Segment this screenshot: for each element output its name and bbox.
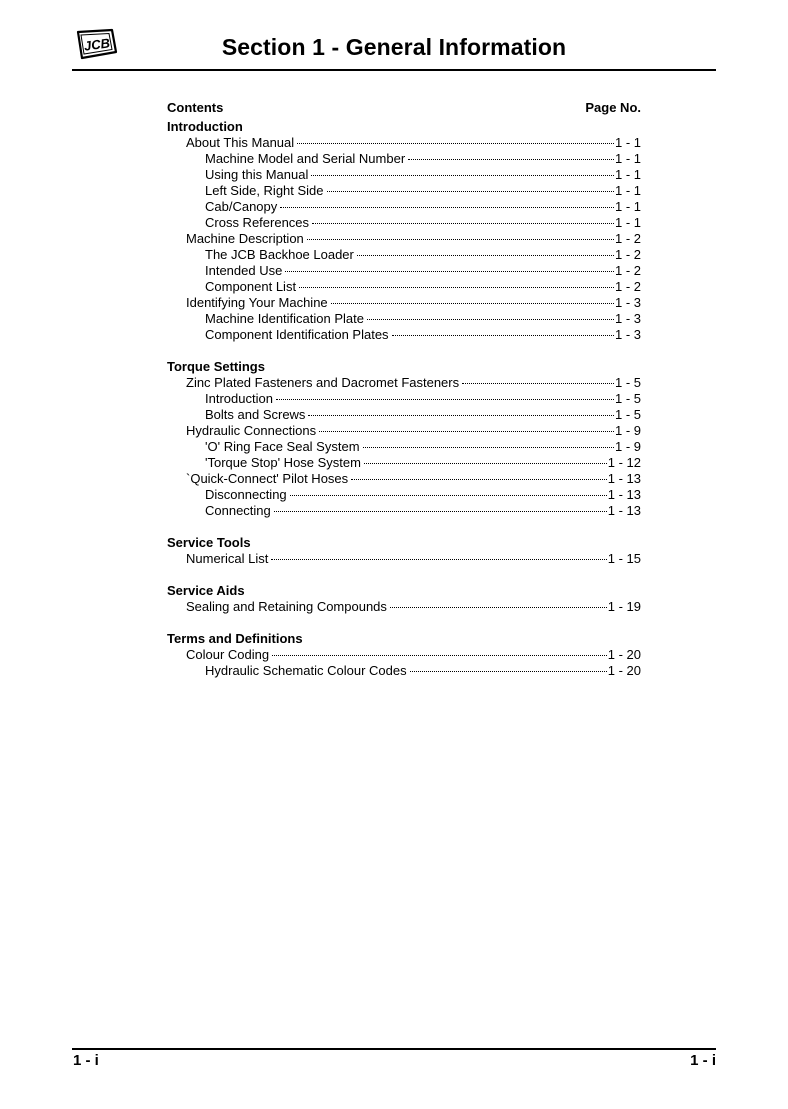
dot-leader	[297, 142, 614, 144]
dot-leader	[308, 414, 614, 416]
toc-entry-page: 1 - 3	[614, 295, 641, 310]
toc-entry-page: 1 - 13	[607, 471, 641, 486]
toc-entry-page: 1 - 2	[614, 263, 641, 278]
dot-leader	[364, 462, 607, 464]
toc-entry-page: 1 - 1	[614, 167, 641, 182]
toc-entry-label: Hydraulic Connections	[186, 423, 317, 438]
toc-entry-label: Bolts and Screws	[205, 407, 306, 422]
toc-section-title[interactable]: Terms and Definitions	[167, 631, 303, 646]
toc-entry[interactable]	[167, 231, 641, 247]
toc-section-title[interactable]: Introduction	[167, 119, 243, 134]
toc-entry-label: Intended Use	[205, 263, 283, 278]
contents-label: Contents	[167, 100, 224, 115]
toc-entry-page: 1 - 1	[614, 183, 641, 198]
toc-entry[interactable]	[167, 407, 641, 423]
toc-entry[interactable]	[167, 279, 641, 295]
toc-section-title[interactable]: Service Tools	[167, 535, 251, 550]
toc-entry-page: 1 - 12	[607, 455, 641, 470]
dot-leader	[280, 206, 614, 208]
toc-section-title[interactable]: Torque Settings	[167, 359, 265, 374]
toc-entry[interactable]	[167, 327, 641, 343]
toc-entry[interactable]	[167, 263, 641, 279]
toc-entry-page: 1 - 15	[607, 551, 641, 566]
toc-entry-page: 1 - 13	[607, 503, 641, 518]
header-rule	[72, 69, 716, 71]
dot-leader	[312, 222, 614, 224]
toc-section	[167, 631, 641, 679]
dot-leader	[331, 302, 614, 304]
toc-entry[interactable]	[167, 183, 641, 199]
toc-entry[interactable]	[167, 599, 641, 615]
toc-entry-page: 1 - 9	[614, 423, 641, 438]
toc-entry[interactable]	[167, 135, 641, 151]
toc-entry-label: The JCB Backhoe Loader	[205, 247, 354, 262]
toc-entry[interactable]	[167, 311, 641, 327]
dot-leader	[285, 270, 614, 272]
toc-section	[167, 119, 641, 343]
toc-entry-page: 1 - 2	[614, 247, 641, 262]
toc-entry-label: Identifying Your Machine	[186, 295, 328, 310]
toc-entry-page: 1 - 5	[614, 375, 641, 390]
toc-entry[interactable]	[167, 151, 641, 167]
dot-leader	[319, 430, 614, 432]
toc-entry-label: Introduction	[205, 391, 273, 406]
toc-entry[interactable]	[167, 247, 641, 263]
toc-entry-page: 1 - 1	[614, 151, 641, 166]
dot-leader	[351, 478, 607, 480]
toc-entry[interactable]	[167, 471, 641, 487]
dot-leader	[367, 318, 614, 320]
toc-section	[167, 583, 641, 615]
toc-entry-label: Disconnecting	[205, 487, 287, 502]
toc-entry-page: 1 - 13	[607, 487, 641, 502]
dot-leader	[390, 606, 607, 608]
toc-entry[interactable]	[167, 663, 641, 679]
toc-entry-page: 1 - 5	[614, 407, 641, 422]
toc-entry-page: 1 - 9	[614, 439, 641, 454]
dot-leader	[363, 446, 614, 448]
svg-text:JCB: JCB	[83, 35, 111, 54]
page-number-label: Page No.	[585, 100, 641, 115]
dot-leader	[327, 190, 614, 192]
toc-entry-label: Using this Manual	[205, 167, 309, 182]
toc-entry-label: Left Side, Right Side	[205, 183, 324, 198]
toc-entry[interactable]	[167, 423, 641, 439]
toc-entry-page: 1 - 5	[614, 391, 641, 406]
toc-entry-label: Component Identification Plates	[205, 327, 389, 342]
toc-entry-label: 'Torque Stop' Hose System	[205, 455, 361, 470]
toc-entry[interactable]	[167, 295, 641, 311]
toc-entry-page: 1 - 19	[607, 599, 641, 614]
toc-entry-label: Machine Description	[186, 231, 304, 246]
toc-sections	[167, 119, 641, 679]
toc-entry-label: Zinc Plated Fasteners and Dacromet Fasteners	[186, 375, 460, 390]
toc-section	[167, 359, 641, 519]
toc-entry-label: Machine Model and Serial Number	[205, 151, 406, 166]
dot-leader	[307, 238, 614, 240]
toc-entry[interactable]	[167, 455, 641, 471]
toc-entry[interactable]	[167, 551, 641, 567]
dot-leader	[410, 670, 607, 672]
toc-section-title[interactable]: Service Aids	[167, 583, 245, 598]
toc-entry-label: Machine Identification Plate	[205, 311, 364, 326]
dot-leader	[299, 286, 614, 288]
toc-entry[interactable]	[167, 167, 641, 183]
toc-entry-page: 1 - 3	[614, 327, 641, 342]
dot-leader	[357, 254, 614, 256]
toc-section	[167, 535, 641, 567]
toc-entry-label: Cross References	[205, 215, 310, 230]
toc-entry-label: Numerical List	[186, 551, 269, 566]
dot-leader	[311, 174, 614, 176]
toc-entry[interactable]	[167, 375, 641, 391]
toc-entry[interactable]	[167, 647, 641, 663]
toc-entry-page: 1 - 1	[614, 135, 641, 150]
toc-entry-page: 1 - 3	[614, 311, 641, 326]
toc-entry-label: Component List	[205, 279, 297, 294]
dot-leader	[272, 654, 607, 656]
dot-leader	[271, 558, 606, 560]
toc-entry-page: 1 - 1	[614, 215, 641, 230]
footer-page-number-right: 1 - i	[690, 1052, 716, 1069]
dot-leader	[408, 158, 614, 160]
toc-entry[interactable]	[167, 487, 641, 503]
toc-entry[interactable]	[167, 503, 641, 519]
page-title: Section 1 - General Information	[221, 34, 567, 60]
toc-entry-label: Colour Coding	[186, 647, 270, 662]
toc-header	[167, 100, 641, 116]
dot-leader	[276, 398, 614, 400]
toc-entry[interactable]	[167, 215, 641, 231]
toc-entry-label: Hydraulic Schematic Colour Codes	[205, 663, 407, 678]
toc-entry-page: 1 - 2	[614, 279, 641, 294]
toc-entry-label: Connecting	[205, 503, 271, 518]
toc-entry[interactable]	[167, 439, 641, 455]
toc-entry-label: 'O' Ring Face Seal System	[205, 439, 360, 454]
toc-entry[interactable]	[167, 391, 641, 407]
toc-entry-label: About This Manual	[186, 135, 295, 150]
toc-entry-page: 1 - 20	[607, 647, 641, 662]
table-of-contents	[167, 100, 641, 695]
toc-entry-page: 1 - 2	[614, 231, 641, 246]
dot-leader	[290, 494, 607, 496]
toc-entry[interactable]	[167, 199, 641, 215]
footer-rule	[72, 1048, 716, 1050]
toc-entry-label: `Quick-Connect' Pilot Hoses	[186, 471, 349, 486]
dot-leader	[462, 382, 614, 384]
toc-entry-label: Sealing and Retaining Compounds	[186, 599, 387, 614]
toc-entry-label: Cab/Canopy	[205, 199, 278, 214]
toc-entry-page: 1 - 20	[607, 663, 641, 678]
dot-leader	[274, 510, 607, 512]
toc-entry-page: 1 - 1	[614, 199, 641, 214]
footer-page-number-left: 1 - i	[73, 1052, 99, 1069]
dot-leader	[392, 334, 614, 336]
